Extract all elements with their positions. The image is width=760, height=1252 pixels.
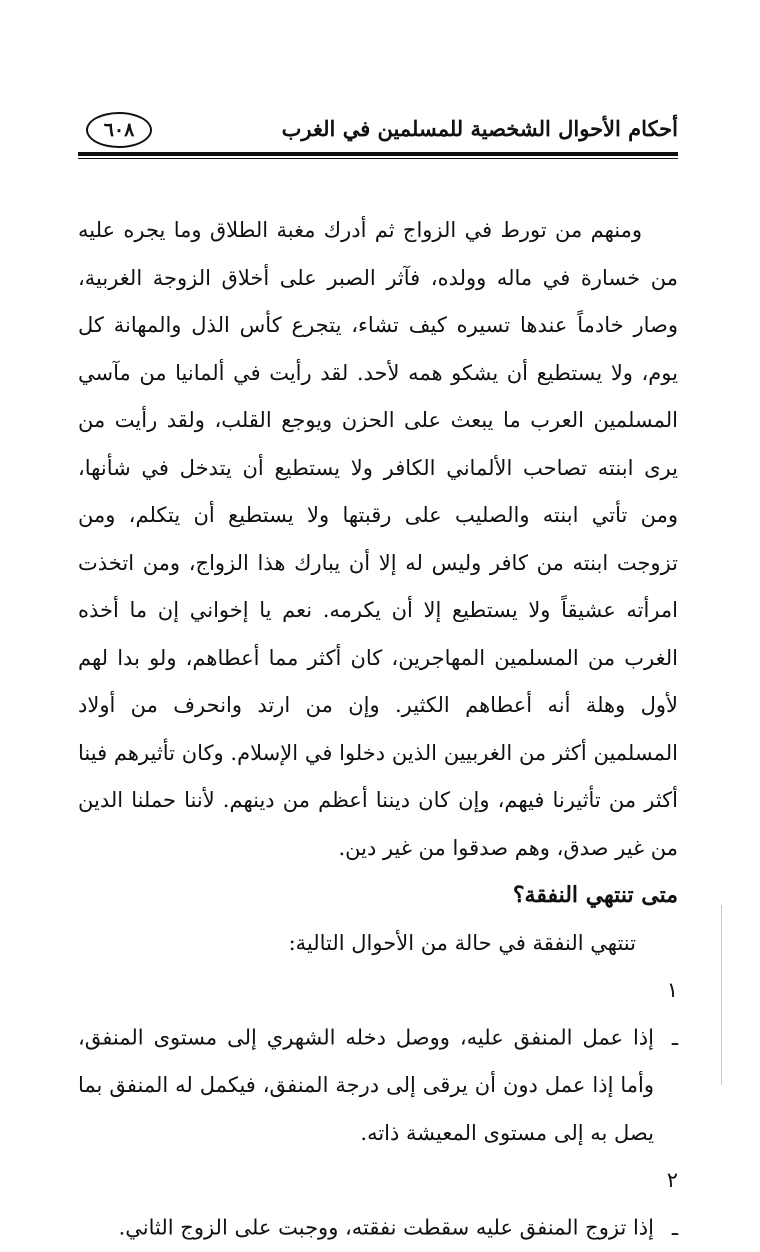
page-number: ٦٠٨ [86,112,152,148]
list-item [78,967,678,1157]
section-heading: متى تنتهي النفقة؟ [512,882,678,908]
list-item [78,1157,678,1252]
list-intro: تنتهي النفقة في حالة من الأحوال التالية: [288,930,636,955]
running-header [78,110,678,150]
list-item-text: إذا عمل المنفق عليه، ووصل دخله الشهري إلى مستوى المنفق، وأما إذا عمل دون أن يرقى إلى درجة المنفق، فيكمل له المنفق بما يصل به إلى مستوى المعيشة ذاته. [78,1025,654,1145]
list-item-text: إذا تزوج المنفق عليه سقطت نفقته، ووجبت على الزوج الثاني. [118,1215,654,1240]
page-body [78,207,678,1252]
header-rule-thick [78,152,678,156]
list-item-number: ٢ ـ [666,1168,678,1240]
margin-line [721,905,722,1085]
header-rule-thin [78,158,678,159]
list-item-number: ١ ـ [666,978,678,1050]
body-paragraph: ومنهم من تورط في الزواج ثم أدرك مغبة الطلاق وما يجره عليه من خسارة في ماله وولده، فآثر الصبر على أخلاق الزوجة الغربية، وصار خادماً عندها تسيره كيف تشاء، يتجرع كأس الذل والمهانة كل يوم، ولا يستطيع أن يشكو همه لأحد. لقد رأيت في ألمانيا من مآسي المسلمين العرب ما يبعث على الحزن ويوجع القلب، ولقد رأيت من يرى ابنته تصاحب الألماني الكافر ولا يستطيع أن يتدخل في شأنها، ومن تأتي ابنته والصليب على رقبتها ولا يستطيع أن يتكلم، ومن تزوجت ابنته من كافر وليس له إلا أن يبارك هذا الزواج، ومن اتخذت امرأته عشيقاً ولا يستطيع إلا أن يكرمه. نعم يا إخواني إن ما أخذه الغرب من المسلمين المهاجرين، كان أكثر مما أعطاهم، ولو بدا لهم لأول وهلة أنه أعطاهم الكثير. وإن من ارتد وانحرف من أولاد المسلمين أكثر من الغربيين الذين دخلوا في الإسلام. وكان تأثيرهم فينا أكثر من تأثيرنا فيهم، وإن كان ديننا أعظم من دينهم. لأننا حملنا الدين من غير صدق، وهم صدقوا من غير دين. [78,218,678,860]
header-title: أحكام الأحوال الشخصية للمسلمين في الغرب [281,116,678,141]
